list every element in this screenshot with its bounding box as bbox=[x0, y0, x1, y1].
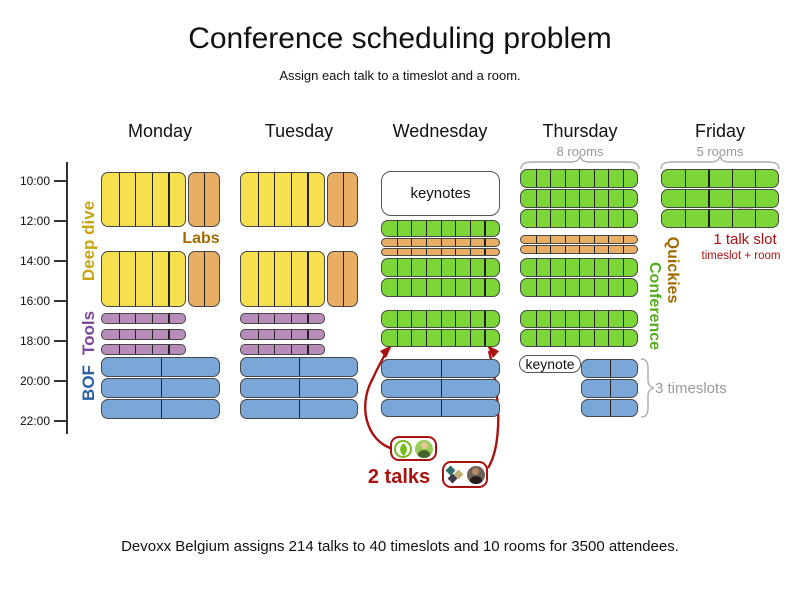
cell-divider bbox=[536, 311, 537, 327]
axis-tick bbox=[54, 260, 67, 262]
cell-divider bbox=[441, 311, 442, 327]
cell-divider bbox=[426, 330, 427, 346]
green-block bbox=[520, 258, 638, 277]
keynotes-box bbox=[381, 171, 500, 216]
yellow-block bbox=[101, 251, 186, 307]
cell-divider bbox=[608, 259, 609, 276]
cell-divider bbox=[565, 259, 566, 276]
keynotes-label: keynotes bbox=[410, 185, 471, 202]
purple-block bbox=[240, 329, 325, 340]
cell-divider bbox=[411, 249, 412, 255]
cell-divider bbox=[135, 252, 136, 306]
cell-divider bbox=[397, 311, 398, 327]
green-block bbox=[661, 189, 779, 208]
cell-divider bbox=[579, 246, 580, 253]
cell-divider bbox=[307, 173, 308, 226]
time-label: 20:00 bbox=[19, 374, 50, 388]
cell-divider bbox=[755, 210, 756, 227]
cell-divider bbox=[161, 400, 162, 418]
cell-divider bbox=[152, 330, 153, 339]
cell-divider bbox=[152, 345, 153, 354]
purple-block bbox=[101, 329, 186, 340]
cell-divider bbox=[152, 252, 153, 306]
cell-divider bbox=[550, 190, 551, 207]
cell-divider bbox=[397, 279, 398, 296]
yellow-block bbox=[101, 172, 186, 227]
cell-divider bbox=[258, 345, 259, 354]
cell-divider bbox=[441, 330, 442, 346]
orange-block bbox=[520, 245, 638, 254]
axis-tick bbox=[54, 340, 67, 342]
orange-block bbox=[520, 235, 638, 244]
cell-divider bbox=[119, 252, 120, 306]
cell-divider bbox=[470, 249, 471, 255]
cell-divider bbox=[536, 210, 537, 227]
green-block bbox=[381, 329, 500, 347]
cell-divider bbox=[608, 246, 609, 253]
cell-divider bbox=[168, 252, 169, 306]
cell-divider bbox=[550, 236, 551, 243]
cell-divider bbox=[579, 190, 580, 207]
axis-tick bbox=[54, 180, 67, 182]
cell-divider bbox=[579, 311, 580, 327]
orange-block bbox=[188, 172, 220, 227]
cell-divider bbox=[135, 330, 136, 339]
cell-divider bbox=[732, 210, 733, 227]
day-header-monday: Monday bbox=[127, 121, 193, 141]
cell-divider bbox=[411, 279, 412, 296]
cell-divider bbox=[484, 249, 485, 255]
diamond-logo-icon bbox=[446, 466, 464, 484]
cell-divider bbox=[274, 252, 275, 306]
time-label: 14:00 bbox=[19, 254, 50, 268]
cell-divider bbox=[455, 221, 456, 236]
cell-divider bbox=[299, 400, 300, 418]
green-block bbox=[520, 278, 638, 297]
orange-block bbox=[188, 251, 220, 307]
cell-divider bbox=[426, 259, 427, 276]
blue-block bbox=[101, 357, 220, 377]
rooms-count-label: 5 rooms bbox=[696, 144, 744, 159]
cell-divider bbox=[623, 236, 624, 243]
axis-tick bbox=[54, 420, 67, 422]
time-label: 10:00 bbox=[19, 174, 50, 188]
speaker-avatar bbox=[467, 466, 485, 484]
track-label-deep-dive: Deep dive bbox=[79, 200, 98, 282]
spring-logo-icon bbox=[394, 440, 412, 458]
green-block bbox=[661, 209, 779, 228]
time-label: 16:00 bbox=[19, 294, 50, 308]
cell-divider bbox=[291, 252, 292, 306]
cell-divider bbox=[536, 236, 537, 243]
cell-divider bbox=[608, 279, 609, 296]
cell-divider bbox=[565, 190, 566, 207]
cell-divider bbox=[608, 190, 609, 207]
axis-tick bbox=[54, 300, 67, 302]
cell-divider bbox=[343, 252, 344, 306]
cell-divider bbox=[579, 210, 580, 227]
cell-divider bbox=[484, 221, 485, 236]
cell-divider bbox=[152, 314, 153, 323]
two-talks-annotation: 2 talks bbox=[367, 466, 431, 488]
cell-divider bbox=[550, 210, 551, 227]
cell-divider bbox=[441, 249, 442, 255]
green-block bbox=[520, 169, 638, 188]
green-block bbox=[520, 329, 638, 347]
cell-divider bbox=[426, 249, 427, 255]
time-axis-line bbox=[66, 162, 68, 434]
cell-divider bbox=[565, 279, 566, 296]
cell-divider bbox=[536, 279, 537, 296]
day-header-tuesday: Tuesday bbox=[264, 121, 334, 141]
cell-divider bbox=[550, 279, 551, 296]
green-block bbox=[381, 258, 500, 277]
cell-divider bbox=[119, 330, 120, 339]
cell-divider bbox=[594, 259, 595, 276]
cell-divider bbox=[565, 246, 566, 253]
blue-block bbox=[381, 399, 500, 417]
cell-divider bbox=[623, 279, 624, 296]
cell-divider bbox=[274, 345, 275, 354]
cell-divider bbox=[470, 311, 471, 327]
keynote-box bbox=[519, 355, 581, 373]
cell-divider bbox=[426, 221, 427, 236]
cell-divider bbox=[291, 330, 292, 339]
cell-divider bbox=[623, 170, 624, 187]
page-title: Conference scheduling problem bbox=[188, 22, 612, 55]
talk-slot-annotation: 1 talk slot bbox=[713, 231, 777, 248]
cell-divider bbox=[623, 311, 624, 327]
orange-block bbox=[327, 172, 358, 227]
cell-divider bbox=[470, 239, 471, 246]
cell-divider bbox=[135, 173, 136, 226]
cell-divider bbox=[299, 358, 300, 376]
cell-divider bbox=[307, 252, 308, 306]
time-label: 12:00 bbox=[19, 214, 50, 228]
cell-divider bbox=[594, 330, 595, 346]
cell-divider bbox=[594, 279, 595, 296]
cell-divider bbox=[411, 239, 412, 246]
cell-divider bbox=[455, 259, 456, 276]
cell-divider bbox=[708, 170, 709, 187]
cell-divider bbox=[455, 249, 456, 255]
cell-divider bbox=[291, 173, 292, 226]
time-label: 22:00 bbox=[19, 414, 50, 428]
cell-divider bbox=[579, 330, 580, 346]
cell-divider bbox=[470, 259, 471, 276]
cell-divider bbox=[411, 259, 412, 276]
rooms-count-label: 8 rooms bbox=[556, 144, 604, 159]
cell-divider bbox=[168, 345, 169, 354]
orange-block bbox=[381, 248, 500, 256]
cell-divider bbox=[455, 311, 456, 327]
cell-divider bbox=[441, 239, 442, 246]
purple-block bbox=[101, 313, 186, 324]
cell-divider bbox=[299, 379, 300, 397]
cell-divider bbox=[441, 279, 442, 296]
cell-divider bbox=[608, 210, 609, 227]
timeslots-brace bbox=[641, 359, 654, 417]
cell-divider bbox=[291, 345, 292, 354]
cell-divider bbox=[119, 173, 120, 226]
cell-divider bbox=[161, 379, 162, 397]
cell-divider bbox=[168, 330, 169, 339]
cell-divider bbox=[550, 259, 551, 276]
cell-divider bbox=[397, 330, 398, 346]
cell-divider bbox=[623, 210, 624, 227]
cell-divider bbox=[135, 345, 136, 354]
cell-divider bbox=[536, 259, 537, 276]
cell-divider bbox=[455, 330, 456, 346]
cell-divider bbox=[426, 279, 427, 296]
cell-divider bbox=[565, 170, 566, 187]
orange-block bbox=[327, 251, 358, 307]
purple-block bbox=[101, 344, 186, 355]
cell-divider bbox=[411, 221, 412, 236]
track-label-tools: Tools bbox=[79, 310, 98, 356]
cell-divider bbox=[307, 345, 308, 354]
three-timeslots-annotation: 3 timeslots bbox=[655, 380, 727, 397]
blue-block bbox=[581, 399, 638, 417]
cell-divider bbox=[484, 330, 485, 346]
cell-divider bbox=[411, 330, 412, 346]
cell-divider bbox=[579, 170, 580, 187]
blue-block bbox=[581, 359, 638, 378]
green-block bbox=[381, 310, 500, 328]
cell-divider bbox=[470, 279, 471, 296]
talk-card-spring bbox=[390, 436, 437, 461]
cell-divider bbox=[610, 400, 611, 416]
cell-divider bbox=[608, 330, 609, 346]
speaker-avatar bbox=[415, 440, 433, 458]
cell-divider bbox=[565, 210, 566, 227]
cell-divider bbox=[258, 173, 259, 226]
cell-divider bbox=[536, 246, 537, 253]
cell-divider bbox=[441, 360, 442, 377]
cell-divider bbox=[594, 311, 595, 327]
cell-divider bbox=[426, 239, 427, 246]
cell-divider bbox=[441, 259, 442, 276]
cell-divider bbox=[152, 173, 153, 226]
track-label-conference: Conference bbox=[646, 261, 663, 351]
cell-divider bbox=[397, 259, 398, 276]
cell-divider bbox=[755, 190, 756, 207]
blue-block bbox=[240, 399, 358, 419]
cell-divider bbox=[258, 330, 259, 339]
track-label-quickies: Quickies bbox=[664, 236, 681, 304]
cell-divider bbox=[550, 330, 551, 346]
yellow-block bbox=[240, 251, 325, 307]
cell-divider bbox=[426, 311, 427, 327]
blue-block bbox=[240, 357, 358, 377]
cell-divider bbox=[685, 170, 686, 187]
cell-divider bbox=[565, 311, 566, 327]
cell-divider bbox=[168, 173, 169, 226]
cell-divider bbox=[397, 239, 398, 246]
blue-block bbox=[240, 378, 358, 398]
cell-divider bbox=[623, 330, 624, 346]
axis-tick bbox=[54, 380, 67, 382]
cell-divider bbox=[397, 221, 398, 236]
cell-divider bbox=[441, 380, 442, 397]
purple-block bbox=[240, 313, 325, 324]
cell-divider bbox=[258, 252, 259, 306]
cell-divider bbox=[550, 246, 551, 253]
caption: Devoxx Belgium assigns 214 talks to 40 timeslots and 10 rooms for 3500 attendees. bbox=[121, 538, 679, 555]
cell-divider bbox=[579, 236, 580, 243]
cell-divider bbox=[608, 170, 609, 187]
day-header-friday: Friday bbox=[694, 121, 746, 141]
purple-block bbox=[240, 344, 325, 355]
blue-block bbox=[101, 399, 220, 419]
cell-divider bbox=[470, 330, 471, 346]
cell-divider bbox=[708, 210, 709, 227]
cell-divider bbox=[455, 239, 456, 246]
cell-divider bbox=[594, 190, 595, 207]
green-block bbox=[381, 220, 500, 237]
cell-divider bbox=[594, 236, 595, 243]
keynote-label: keynote bbox=[525, 356, 575, 372]
cell-divider bbox=[455, 279, 456, 296]
blue-block bbox=[581, 379, 638, 398]
cell-divider bbox=[484, 279, 485, 296]
orange-block bbox=[381, 238, 500, 247]
cell-divider bbox=[274, 314, 275, 323]
cell-divider bbox=[484, 311, 485, 327]
cell-divider bbox=[119, 314, 120, 323]
cell-divider bbox=[594, 246, 595, 253]
subtitle: Assign each talk to a timeslot and a room. bbox=[279, 68, 521, 83]
cell-divider bbox=[470, 221, 471, 236]
green-block bbox=[661, 169, 779, 188]
cell-divider bbox=[610, 360, 611, 377]
cell-divider bbox=[623, 259, 624, 276]
cell-divider bbox=[565, 236, 566, 243]
cell-divider bbox=[343, 173, 344, 226]
cell-divider bbox=[441, 400, 442, 416]
cell-divider bbox=[685, 190, 686, 207]
cell-divider bbox=[608, 311, 609, 327]
cell-divider bbox=[608, 236, 609, 243]
cell-divider bbox=[291, 314, 292, 323]
cell-divider bbox=[536, 190, 537, 207]
cell-divider bbox=[484, 239, 485, 246]
green-block bbox=[520, 209, 638, 228]
cell-divider bbox=[204, 252, 205, 306]
cell-divider bbox=[484, 259, 485, 276]
cell-divider bbox=[623, 246, 624, 253]
cell-divider bbox=[204, 173, 205, 226]
time-label: 18:00 bbox=[19, 334, 50, 348]
cell-divider bbox=[565, 330, 566, 346]
blue-block bbox=[101, 378, 220, 398]
cell-divider bbox=[119, 345, 120, 354]
cell-divider bbox=[536, 330, 537, 346]
cell-divider bbox=[594, 170, 595, 187]
day-header-wednesday: Wednesday bbox=[392, 121, 488, 141]
cell-divider bbox=[135, 314, 136, 323]
cell-divider bbox=[168, 314, 169, 323]
cell-divider bbox=[685, 210, 686, 227]
cell-divider bbox=[594, 210, 595, 227]
cell-divider bbox=[732, 170, 733, 187]
track-label-labs: Labs bbox=[182, 230, 220, 247]
cell-divider bbox=[755, 170, 756, 187]
blue-block bbox=[381, 359, 500, 378]
cell-divider bbox=[274, 330, 275, 339]
green-block bbox=[381, 278, 500, 297]
green-block bbox=[520, 189, 638, 208]
axis-tick bbox=[54, 220, 67, 222]
cell-divider bbox=[579, 259, 580, 276]
cell-divider bbox=[258, 314, 259, 323]
cell-divider bbox=[623, 190, 624, 207]
cell-divider bbox=[397, 249, 398, 255]
yellow-block bbox=[240, 172, 325, 227]
cell-divider bbox=[411, 311, 412, 327]
cell-divider bbox=[732, 190, 733, 207]
cell-divider bbox=[307, 314, 308, 323]
cell-divider bbox=[550, 170, 551, 187]
day-header-thursday: Thursday bbox=[542, 121, 618, 141]
cell-divider bbox=[610, 380, 611, 397]
cell-divider bbox=[307, 330, 308, 339]
cell-divider bbox=[274, 173, 275, 226]
track-label-bof: BOF bbox=[79, 365, 98, 401]
cell-divider bbox=[550, 311, 551, 327]
cell-divider bbox=[579, 279, 580, 296]
timeslot-room-annotation: timeslot + room bbox=[701, 250, 781, 262]
talk-card-diamond bbox=[442, 461, 488, 488]
cell-divider bbox=[708, 190, 709, 207]
cell-divider bbox=[441, 221, 442, 236]
blue-block bbox=[381, 379, 500, 398]
cell-divider bbox=[536, 170, 537, 187]
cell-divider bbox=[161, 358, 162, 376]
green-block bbox=[520, 310, 638, 328]
